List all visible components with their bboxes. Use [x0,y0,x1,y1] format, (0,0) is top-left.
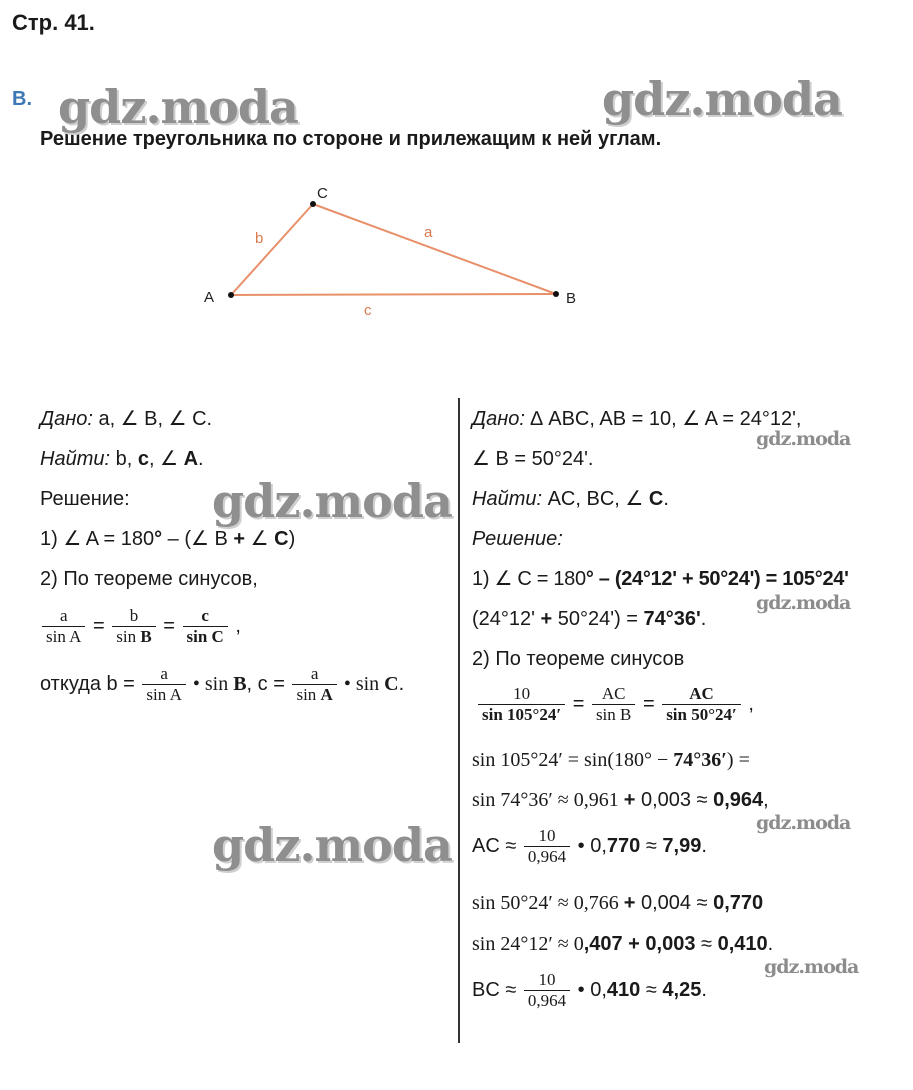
right-step-2: 2) По теореме синусов [472,648,685,670]
left-find: Найти: b, c, ∠ A. [40,448,204,470]
right-line-sin-24: sin 24°12′ ≈ 0,407 + 0,003 ≈ 0,410. [472,933,774,955]
page-number: Стр. 41. [12,10,95,35]
left-sine-law-equation: $\frac{a}{\text{sin A}}$ = $\frac{b}{\text{sin B}}$ = $\frac{c}{\text{sin C}}$ , [40,606,241,647]
left-solution-label: Решение: [40,488,130,510]
fraction: $\frac{10}{0,964}$ [524,970,570,1011]
side-a-line [313,204,556,294]
right-line-sin-105: sin 105°24′ = sin(180° − 74°36′) = [472,749,750,771]
left-step-1: 1) ∠ A = 180° – (∠ B + ∠ C) [40,528,296,550]
right-sine-law-equation: $\frac{10}{\sin 105^\circ 24'}$ = $\frac{AC}{\text{sin B}}$ = $\frac{AC}{\sin 50^\circ 24'}$ , [476,684,754,725]
right-line-sin-50: sin 50°24′ ≈ 0,766 + 0,004 ≈ 0,770 [472,892,764,914]
left-result-equation: откуда b = $\frac{a}{\text{sin A}}$ • sin B, c = $\frac{a}{\text{sin A}}$ • sin C. [40,664,405,704]
fraction: $\frac{c}{\text{sin C}}$ [183,606,228,647]
triangle-edges [231,204,556,295]
right-step-1: 1) ∠ C = 180° – (24°12' + 50°24') = 105°24' [472,568,849,590]
right-find: Найти: AC, BC, ∠ C. [472,488,669,510]
vertex-c-dot [310,201,316,207]
watermark-logo: gdz.moda [756,812,851,834]
side-a-label: a [424,224,433,241]
right-given-2: ∠ B = 50°24'. [472,448,594,470]
side-b-line [231,204,313,295]
watermark-logo: gdz.moda [756,592,851,614]
column-divider [458,398,460,1043]
vertex-b-label: B [566,290,577,307]
right-bc-result: BC ≈ $\frac{10}{0,964}$ • 0,410 ≈ 4,25. [472,970,707,1010]
vertex-a-dot [228,292,234,298]
fraction: $\frac{AC}{\text{sin B}}$ [592,684,635,725]
right-solution-label: Решение: [472,528,563,550]
fraction: $\frac{a}{\text{sin A}}$ [142,664,185,705]
right-line-sin-74: sin 74°36′ ≈ 0,961 + 0,003 ≈ 0,964, [472,789,769,811]
fraction: $\frac{a}{\text{sin A}}$ [42,606,85,647]
right-step-1-cont: (24°12' + 50°24') = 74°36'. [472,608,707,630]
vertex-c-label: C [317,185,328,202]
section-letter: В. [12,88,32,110]
left-given: Дано: a, ∠ B, ∠ C. [40,408,213,430]
watermark-logo: gdz.moda [602,72,842,126]
fraction: $\frac{a}{\text{sin A}}$ [292,664,336,705]
vertex-b-dot [553,291,559,297]
side-b-label: b [255,230,264,247]
watermark-logo: gdz.moda [58,80,298,134]
left-step-2: 2) По теореме синусов, [40,568,258,590]
right-ac-result: AC ≈ $\frac{10}{0,964}$ • 0,770 ≈ 7,99. [472,826,707,866]
heading: Решение треугольника по стороне и прилежащим к ней углам. [40,128,662,150]
fraction: $\frac{10}{\sin 105^\circ 24'}$ [478,684,565,725]
fraction: $\frac{b}{\text{sin B}}$ [112,606,155,647]
fraction: $\frac{AC}{\sin 50^\circ 24'}$ [662,684,741,725]
fraction: $\frac{10}{0,964}$ [524,826,570,867]
side-c-label: c [364,302,372,319]
watermark-logo: gdz.moda [212,474,452,528]
watermark-logo: gdz.moda [764,956,859,978]
right-given: Дано: ∆ ABC, AB = 10, ∠ A = 24°12', [472,408,802,430]
side-c-line [231,294,556,295]
watermark-logo: gdz.moda [756,428,851,450]
triangle-figure [0,170,913,330]
vertex-a-label: A [204,289,215,306]
watermark-logo: gdz.moda [212,818,452,872]
